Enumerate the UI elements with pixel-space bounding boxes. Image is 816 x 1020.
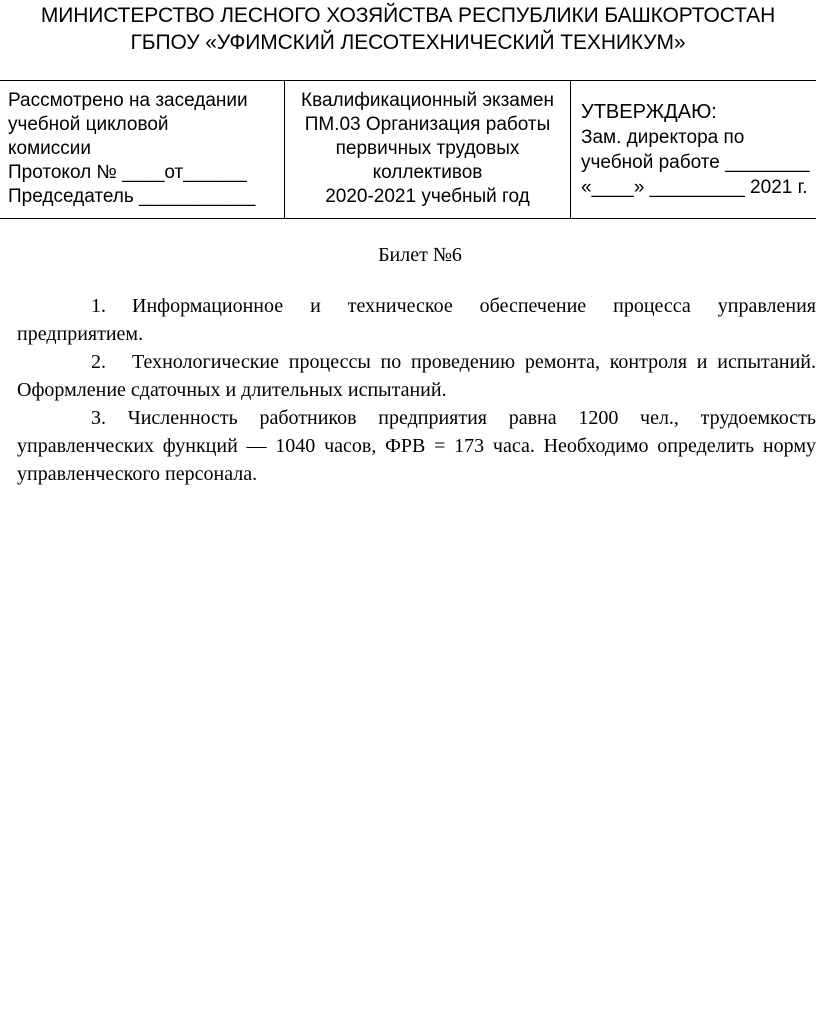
question-item xyxy=(17,348,816,404)
exam-title: Квалификационный экзамен xyxy=(301,90,554,111)
question-item xyxy=(17,292,816,348)
module-line: первичных трудовых xyxy=(335,138,520,159)
question-number: 3. xyxy=(91,407,106,429)
protocol-line: Протокол № ____от______ xyxy=(8,162,247,183)
commission-line: учебной цикловой xyxy=(8,114,169,135)
approver-signature-line: учебной работе ________ xyxy=(581,152,810,173)
approver-position: Зам. директора по xyxy=(581,127,745,148)
approve-heading: УТВЕРЖДАЮ: xyxy=(581,101,717,123)
academic-year: 2020-2021 учебный год xyxy=(325,186,530,207)
commission-line: Рассмотрено на заседании xyxy=(8,90,248,111)
question-text: Информационное и техническое обеспечение процесса управления предприятием. xyxy=(17,295,816,345)
approval-date-line: «____» _________ 2021 г. xyxy=(581,177,808,198)
question-list xyxy=(17,292,816,488)
ministry-name: МИНИСТЕРСТВО ЛЕСНОГО ХОЗЯЙСТВА РЕСПУБЛИКИ БАШКОРТОСТАН xyxy=(40,4,776,27)
module-line: коллективов xyxy=(372,162,483,183)
question-item xyxy=(17,404,816,488)
commission-line: комиссии xyxy=(8,138,91,159)
ticket-title: Билет №6 xyxy=(378,244,462,266)
exam-cell xyxy=(285,81,571,218)
approval-table xyxy=(0,80,816,219)
commission-cell xyxy=(0,81,285,218)
institution-name: ГБПОУ «УФИМСКИЙ ЛЕСОТЕХНИЧЕСКИЙ ТЕХНИКУМ» xyxy=(130,31,686,54)
question-text: Численность работников предприятия равна 1200 чел., трудоемкость управленческих функций — 1040 часов, ФРВ = 173 часа. Необходимо определить норму управленческого персонала. xyxy=(17,407,816,485)
module-line: ПМ.03 Организация работы xyxy=(304,114,551,135)
question-text: Технологические процессы по проведению ремонта, контроля и испытаний. Оформление сдаточных и длительных испытаний. xyxy=(17,351,816,401)
chairman-line: Председатель ___________ xyxy=(8,186,256,207)
question-number: 1. xyxy=(91,295,106,317)
ministry-header xyxy=(0,2,816,56)
approval-cell xyxy=(571,81,816,218)
question-number: 2. xyxy=(91,351,106,373)
